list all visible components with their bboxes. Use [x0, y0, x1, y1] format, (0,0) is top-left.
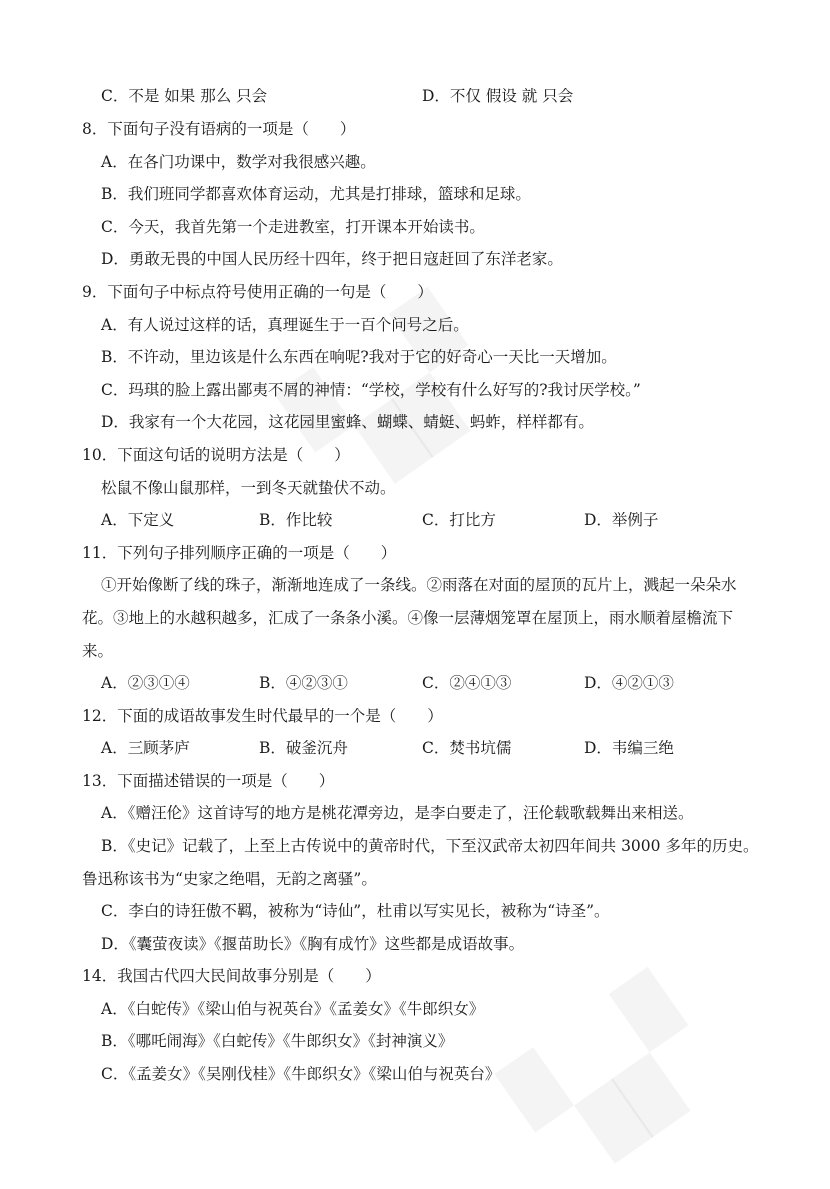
q10-option-d: D．举例子	[584, 511, 659, 529]
q12-options-row	[101, 738, 821, 771]
q10-option-c: C．打比方	[422, 511, 496, 529]
q10-stem: 10．下面这句话的说明方法是（ ）	[82, 446, 350, 464]
q11-options-row	[101, 673, 821, 706]
q8-option-d: D．勇敢无畏的中国人民历经十四年，终于把日寇赶回了东洋老家。	[101, 250, 563, 268]
q13-option-c: C．李白的诗狂傲不羁，被称为“诗仙”，杜甫以写实见长，被称为“诗圣”。	[101, 902, 610, 920]
q12-option-b: B．破釜沉舟	[259, 739, 348, 757]
q10-option-a: A．下定义	[101, 511, 175, 529]
q12-stem: 12．下面的成语故事发生时代最早的一个是（ ）	[82, 707, 443, 725]
q9-stem: 9．下面句子中标点符号使用正确的一句是（ ）	[82, 283, 433, 301]
q8-option-b: B．我们班同学都喜欢体育运动，尤其是打排球，篮球和足球。	[101, 185, 531, 203]
q9-option-b: B．不许动，里边该是什么东西在响呢?我对于它的好奇心一天比一天增加。	[101, 348, 617, 366]
q11-passage-line-3: 来。	[82, 642, 114, 660]
q13-option-a: A．《赠汪伦》这首诗写的地方是桃花潭旁边，是李白要走了，汪伦载歌载舞出来相送。	[101, 804, 694, 822]
q9-option-d: D．我家有一个大花园，这花园里蜜蜂、蝴蝶、蜻蜓、蚂蚱，样样都有。	[101, 413, 594, 431]
q8-stem: 8．下面句子没有语病的一项是（ ）	[82, 120, 356, 138]
q10-option-b: B．作比较	[259, 511, 333, 529]
q11-option-d: D．④②①③	[584, 674, 674, 692]
q11-option-a: A．②③①④	[101, 674, 190, 692]
q11-option-b: B．④②③①	[259, 674, 348, 692]
q7-options-row	[101, 86, 821, 119]
q12-option-c: C．焚书坑儒	[422, 739, 512, 757]
q11-stem: 11．下列句子排列顺序正确的一项是（ ）	[82, 544, 397, 562]
q14-stem: 14．我国古代四大民间故事分别是（ ）	[82, 967, 381, 985]
q12-option-d: D．韦编三绝	[584, 739, 674, 757]
q8-option-c: C．今天，我首先第一个走进教室，打开课本开始读书。	[101, 218, 485, 236]
q13-stem: 13．下面描述错误的一项是（ ）	[82, 772, 335, 790]
q9-option-c: C．玛琪的脸上露出鄙夷不屑的神情：“学校，学校有什么好写的?我讨厌学校。”	[101, 381, 641, 399]
q10-options-row	[101, 510, 821, 543]
q14-option-c: C．《孟姜女》《吴刚伐桂》《牛郎织女》《梁山伯与祝英台》	[101, 1065, 501, 1083]
watermark-graphic	[497, 970, 728, 1189]
q10-sentence: 松鼠不像山鼠那样，一到冬天就蛰伏不动。	[101, 479, 396, 497]
q11-passage-line-1: ①开始像断了线的珠子，渐渐地连成了一条线。②雨落在对面的屋顶的瓦片上，溅起一朵朵水	[101, 576, 737, 594]
q9-option-a: A．有人说过这样的话，真理诞生于一百个问号之后。	[101, 316, 469, 334]
q11-passage-line-2: 花。③地上的水越积越多，汇成了一条条小溪。④像一层薄烟笼罩在屋顶上，雨水顺着屋檐流下	[82, 609, 734, 627]
q14-option-b: B．《哪吒闹海》《白蛇传》《牛郎织女》《封神演义》	[101, 1032, 454, 1050]
q7-option-c: C．不是 如果 那么 只会	[101, 87, 268, 105]
q7-option-d: D．不仅 假设 就 只会	[422, 87, 574, 105]
q11-option-c: C．②④①③	[422, 674, 512, 692]
q13-option-b-line-2: 鲁迅称该书为“史家之绝唱，无韵之离骚”。	[82, 870, 377, 888]
q14-option-a: A．《白蛇传》《梁山伯与祝英台》《孟姜女》《牛郎织女》	[101, 1000, 485, 1018]
q13-option-d: D．《囊萤夜读》《揠苗助长》《胸有成竹》这些都是成语故事。	[101, 935, 525, 953]
q8-option-a: A．在各门功课中，数学对我很感兴趣。	[101, 153, 376, 171]
q13-option-b-line-1: B．《史记》记载了，上至上古传说中的黄帝时代，下至汉武帝太初四年间共 3000 多年的历史。	[101, 837, 759, 855]
q12-option-a: A．三顾茅庐	[101, 739, 190, 757]
